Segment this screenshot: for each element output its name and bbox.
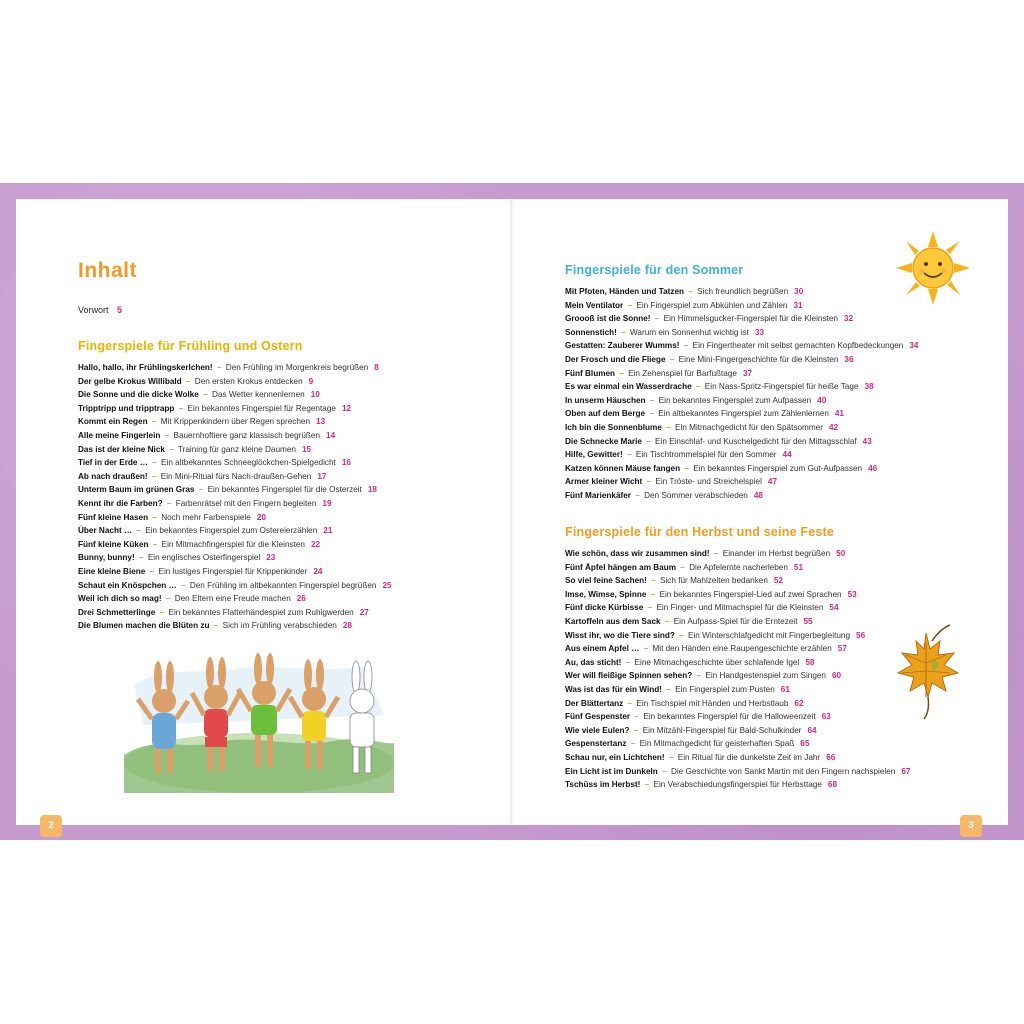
toc-entry-description: Das Wetter kennenlernen: [212, 390, 305, 400]
toc-entry[interactable]: [78, 429, 498, 443]
toc-entry-description: Farbenrätsel mit den Fingern begleiten: [175, 498, 317, 508]
toc-entry-title: Katzen können Mäuse fangen: [565, 463, 681, 473]
toc-entry-title: Kommt ein Regen: [78, 417, 148, 427]
toc-entry[interactable]: [565, 588, 985, 602]
toc-entry-dash: –: [166, 498, 172, 508]
toc-entry[interactable]: [565, 353, 965, 367]
toc-entry-dash: –: [688, 287, 693, 296]
toc-entry-title: Drei Schmetterlinge: [78, 607, 156, 617]
toc-entry-dash: –: [198, 485, 204, 495]
toc-entry-dash: –: [627, 300, 633, 310]
toc-entry-dash: –: [213, 621, 219, 631]
sun-illustration: [894, 229, 972, 307]
toc-entry-description: Ein Fingerspiel zum Abkühlen und Zählen: [636, 300, 788, 310]
toc-entry-title: Tschüss im Herbst!: [565, 780, 641, 790]
toc-entry-title: Fünf Gespenster: [565, 712, 631, 722]
toc-entry[interactable]: [78, 579, 498, 593]
toc-entry-title: So viel feine Sachen!: [565, 576, 647, 586]
toc-entry-dash: –: [138, 553, 144, 563]
toc-entry-description: Warum ein Sonnenhut wichtig ist: [629, 327, 749, 337]
toc-entry-page: 14: [326, 430, 336, 440]
toc-entry-dash: –: [650, 589, 656, 599]
toc-entry-description: Ein Zehenspiel für Barfußtage: [628, 368, 737, 378]
toc-entry-dash: –: [627, 450, 632, 460]
toc-entry-page: 12: [341, 403, 352, 413]
toc-entry-description: Ein bekanntes Fingerspiel für die Osterzeit: [207, 485, 362, 495]
right-page: [514, 199, 1008, 831]
toc-entry-dash: –: [646, 436, 651, 446]
toc-entry-title: In unserm Häuschen: [565, 395, 646, 405]
toc-list-sommer: [565, 285, 965, 503]
toc-entry-page: 26: [296, 594, 306, 604]
toc-entry[interactable]: [78, 524, 498, 538]
toc-entry-title: Wie viele Eulen?: [565, 725, 630, 735]
toc-entry-title: Fünf Blumen: [565, 368, 616, 378]
toc-entry-title: Der Blättertanz: [565, 698, 624, 708]
toc-entry-title: Schaut ein Knöspchen …: [78, 580, 177, 590]
toc-entry-description: Eine Mini-Fingergeschichte für die Kleinsten: [678, 354, 839, 364]
toc-entry-description: Ein Fingerspiel zum Pusten: [675, 684, 775, 694]
toc-entry-title: Oben auf dem Berge: [565, 409, 646, 419]
toc-entry-title: Fünf kleine Hasen: [78, 512, 149, 522]
toc-entry-description: Sich für Mahlzeiten bedanken: [660, 576, 768, 586]
toc-entry-title: Fünf Marienkäfer: [565, 490, 631, 500]
toc-entry-description: Ein Mitzähl-Fingerspiel für Bald-Schulkinder: [642, 725, 802, 735]
toc-entry-description: Ein bekanntes Fingerspiel zum Ostereierzählen: [145, 526, 318, 536]
toc-entry-dash: –: [635, 490, 640, 500]
toc-entry-title: Unterm Baum im grünen Gras: [78, 485, 195, 495]
toc-entry[interactable]: [565, 462, 965, 476]
toc-entry-title: Die Sonne und die dicke Wolke: [78, 390, 199, 400]
toc-entry-dash: –: [178, 403, 184, 413]
toc-entry-page: 37: [742, 368, 753, 378]
toc-entry[interactable]: [78, 606, 498, 620]
vorwort-label: Vorwort: [78, 305, 109, 315]
toc-entry-dash: –: [633, 725, 639, 735]
toc-entry-page: 46: [868, 463, 878, 473]
toc-entry-dash: –: [651, 576, 656, 586]
toc-entry-title: Mit Pfoten, Händen und Tatzen: [565, 287, 685, 296]
toc-entry-dash: –: [136, 526, 141, 536]
toc-entry-description: Ein bekanntes Fingerspiel für Regentage: [187, 403, 336, 413]
toc-entry-description: Ein Verabschiedungsfingerspiel für Herbsttage: [653, 780, 822, 790]
toc-entry-description: Training für ganz kleine Daumen: [177, 444, 296, 454]
section-fruehling: [78, 339, 498, 633]
toc-entry-title: Kartoffeln aus dem Sack: [565, 616, 661, 626]
toc-entry[interactable]: [565, 380, 965, 394]
toc-entry-dash: –: [668, 752, 674, 762]
toc-entry-description: Ein Mini-Ritual fürs Nach-draußen-Gehen: [160, 471, 312, 481]
toc-entry[interactable]: [565, 601, 985, 615]
toc-entry-title: Ein Licht ist im Dunkeln: [565, 766, 658, 776]
toc-entry-description: Mit Krippenkindern über Regen sprechen: [160, 417, 311, 427]
toc-entry-page: 44: [782, 450, 792, 460]
toc-entry-page: 42: [828, 422, 839, 432]
toc-entry-dash: –: [621, 327, 626, 337]
toc-entry-page: 22: [311, 539, 321, 549]
toc-entry-description: Ein altbekanntes Fingerspiel zum Zählenlernen: [658, 409, 829, 419]
toc-entry-title: Sonnenstich!: [565, 327, 617, 337]
toc-entry-dash: –: [666, 684, 671, 694]
toc-entry-dash: –: [647, 603, 653, 613]
toc-entry-description: Ein Finger- und Mitmachspiel für die Kleinsten: [656, 603, 824, 613]
toc-entry-page: 8: [374, 363, 379, 372]
toc-entry-dash: –: [646, 477, 652, 487]
toc-entry[interactable]: [78, 538, 498, 552]
toc-entry-page: 62: [794, 698, 804, 708]
toc-entry[interactable]: [78, 483, 498, 497]
toc-entry-page: 41: [834, 409, 844, 419]
toc-entry-dash: –: [649, 409, 654, 419]
toc-entry-page: 32: [843, 314, 854, 324]
toc-entry-dash: –: [159, 607, 165, 617]
toc-entry-page: 61: [780, 684, 790, 694]
toc-entry-description: Sich im Frühling verabschieden: [222, 621, 337, 631]
toc-entry[interactable]: [78, 402, 498, 416]
toc-entry[interactable]: [565, 547, 985, 561]
toc-entry-title: Tripptripp und tripptrapp: [78, 403, 175, 413]
toc-entry-description: Mit den Händen eine Raupengeschichte erzählen: [652, 644, 832, 654]
toc-entry-title: Fünf Äpfel hängen am Baum: [565, 562, 676, 572]
toc-entry-dash: –: [169, 444, 174, 454]
toc-entry-page: 58: [805, 657, 815, 667]
toc-entry-description: Ein Mitmachfingerspiel für die Kleinsten: [161, 539, 305, 549]
toc-entry-dash: –: [662, 766, 667, 776]
toc-entry-description: Ein bekanntes Fingerspiel-Lied auf zwei Sprachen: [659, 589, 842, 599]
toc-entry[interactable]: [565, 574, 985, 588]
toc-entry-page: 9: [308, 376, 314, 386]
toc-entry-page: 38: [864, 382, 874, 392]
toc-entry-page: 50: [836, 549, 846, 558]
toc-entry-title: Das ist der kleine Nick: [78, 444, 165, 454]
left-page: [16, 199, 510, 831]
toc-entry-dash: –: [164, 430, 170, 440]
toc-entry-page: 54: [829, 603, 839, 613]
page-title: Inhalt: [78, 259, 137, 282]
section-heading-sommer: Fingerspiele für den Sommer: [565, 263, 744, 277]
toc-entry-title: Wisst ihr, wo die Tiere sind?: [565, 630, 675, 640]
toc-entry-page: 21: [323, 526, 333, 536]
toc-entry-description: Ein Aufpass-Spiel für die Erntezeit: [673, 616, 798, 626]
toc-entry-dash: –: [649, 395, 655, 405]
toc-entry[interactable]: [78, 497, 498, 511]
toc-entry[interactable]: [565, 367, 965, 381]
toc-entry-description: Ein Einschlaf- und Kuschelgedicht für den Mittagsschlaf: [655, 436, 857, 446]
toc-entry[interactable]: [565, 751, 985, 765]
toc-entry-page: 17: [317, 471, 327, 481]
toc-entry-title: Der Frosch und die Fliege: [565, 354, 666, 364]
toc-entry-title: Die Blumen machen die Blüten zu: [78, 621, 210, 631]
toc-entry-dash: –: [695, 382, 701, 392]
toc-entry-title: Gespenstertanz: [565, 739, 627, 749]
toc-entry[interactable]: [78, 470, 498, 484]
toc-entry-title: Wie schön, dass wir zusammen sind!: [565, 549, 710, 558]
toc-entry-description: Die Apfelernte nacherleben: [689, 562, 788, 572]
toc-entry-page: 10: [310, 390, 320, 400]
toc-entry-title: Hallo, hallo, ihr Frühlingskerlchen!: [78, 363, 213, 372]
toc-entry-dash: –: [216, 363, 222, 372]
toc-entry-description: Bauernhoftiere ganz klassisch begrüßen: [173, 430, 321, 440]
toc-entry[interactable]: [78, 361, 498, 375]
toc-entry-page: 20: [256, 512, 266, 522]
toc-entry-description: Ein Handgestenspiel zum Singen: [705, 671, 826, 681]
toc-entry[interactable]: [565, 475, 965, 489]
toc-entry-dash: –: [151, 471, 157, 481]
toc-entry[interactable]: [565, 407, 965, 421]
toc-entry[interactable]: [565, 489, 965, 503]
toc-entry-page: 24: [313, 566, 323, 576]
toc-entry-description: Ein englisches Osterfingerspiel: [147, 553, 261, 563]
toc-entry-page: 27: [359, 607, 369, 617]
toc-entry-description: Ein Mitmachgedicht für geisterhaften Spaß: [639, 739, 795, 749]
toc-entry-description: Ein bekanntes Flatterhändespiel zum Ruhigwerden: [168, 607, 354, 617]
toc-entry-description: Ein altbekanntes Schneeglöckchen-Spielgedicht: [161, 458, 336, 468]
toc-entry-page: 67: [901, 766, 911, 776]
toc-entry-dash: –: [181, 580, 186, 590]
toc-entry[interactable]: [565, 312, 965, 326]
bunnies-illustration: [124, 645, 394, 793]
toc-entry[interactable]: [565, 448, 965, 462]
toc-entry[interactable]: [565, 765, 985, 779]
toc-entry-page: 33: [754, 327, 765, 337]
toc-entry-dash: –: [630, 739, 636, 749]
toc-entry-page: 60: [831, 671, 842, 681]
toc-entry-page: 65: [800, 739, 810, 749]
toc-entry-description: Ein bekanntes Fingerspiel zum Gut-Aufpassen: [693, 463, 863, 473]
toc-entry-description: Den Eltern eine Freude machen: [174, 594, 291, 604]
section-heading-fruehling: Fingerspiele für Frühling und Ostern: [78, 339, 303, 353]
toc-entry-page: 15: [301, 444, 312, 454]
toc-entry-title: Über Nacht …: [78, 526, 133, 536]
toc-entry-dash: –: [625, 657, 631, 667]
toc-entry[interactable]: [565, 326, 965, 340]
toc-entry-title: Was ist das für ein Wind!: [565, 684, 662, 694]
toc-entry-description: Ein Winterschlafgedicht mit Fingerbegleitung: [688, 630, 851, 640]
toc-entry-description: Den Frühling im Morgenkreis begrüßen: [225, 363, 369, 372]
toc-entry-title: Aus einem Apfel …: [565, 644, 640, 654]
toc-entry[interactable]: [78, 619, 498, 633]
toc-entry-title: Groooß ist die Sonne!: [565, 314, 651, 324]
toc-entry-title: Armer kleiner Wicht: [565, 477, 643, 487]
toc-entry-description: Ein Tischtrommelspiel für den Sommer: [635, 450, 777, 460]
toc-entry-title: Die Schnecke Marie: [565, 436, 642, 446]
toc-entry-title: Gestatten: Zauberer Wumms!: [565, 341, 680, 351]
toc-entry-title: Weil ich dich so mag!: [78, 594, 162, 604]
toc-entry-dash: –: [185, 376, 191, 386]
toc-entry-page: 64: [807, 725, 817, 735]
toc-entry[interactable]: [78, 375, 498, 389]
section-heading-herbst: Fingerspiele für den Herbst und seine Feste: [565, 525, 835, 539]
toc-entry-title: Mein Ventilator: [565, 300, 624, 310]
page-number-left: 2: [40, 815, 62, 837]
toc-entry-description: Noch mehr Farbenspiele: [161, 512, 251, 522]
toc-entry-page: 57: [837, 644, 847, 654]
toc-entry-title: Es war einmal ein Wasserdrache: [565, 382, 692, 392]
toc-entry[interactable]: [565, 737, 985, 751]
toc-entry[interactable]: [78, 456, 498, 470]
toc-entry-dash: –: [684, 463, 689, 473]
toc-entry-page: 40: [817, 395, 827, 405]
toc-entry-dash: –: [643, 644, 649, 654]
toc-entry-description: Den Frühling im altbekannten Fingerspiel begrüßen: [189, 580, 377, 590]
toc-entry[interactable]: [565, 561, 985, 575]
toc-entry-title: Der gelbe Krokus Willibald: [78, 376, 182, 386]
toc-entry-title: Hilfe, Gewitter!: [565, 450, 623, 460]
toc-entry-title: Wer will fleißige Spinnen sehen?: [565, 671, 693, 681]
toc-entry-page: 34: [909, 341, 919, 351]
toc-entry-dash: –: [669, 354, 675, 364]
toc-entry-dash: –: [680, 562, 685, 572]
toc-entry-description: Sich freundlich begrüßen: [697, 287, 789, 296]
toc-entry-page: 19: [322, 498, 332, 508]
toc-entry-title: Au, das sticht!: [565, 657, 622, 667]
toc-entry[interactable]: [78, 565, 498, 579]
toc-entry-dash: –: [664, 616, 670, 626]
toc-entry-page: 52: [773, 576, 784, 586]
toc-entry-title: Bunny, bunny!: [78, 553, 135, 563]
page-number-right: 3: [960, 815, 982, 837]
toc-entry[interactable]: [78, 551, 498, 565]
toc-entry[interactable]: [78, 511, 498, 525]
toc-entry[interactable]: [565, 421, 965, 435]
toc-entry-dash: –: [165, 594, 171, 604]
toc-entry-dash: –: [679, 630, 684, 640]
toc-entry-title: Alle meine Fingerlein: [78, 430, 161, 440]
toc-entry-description: Ein Nass-Spritz-Fingerspiel für heiße Tage: [704, 382, 859, 392]
toc-entry-dash: –: [619, 368, 624, 378]
toc-entry-dash: –: [152, 539, 158, 549]
toc-entry[interactable]: [78, 592, 498, 606]
toc-entry-title: Fünf kleine Küken: [78, 539, 149, 549]
toc-entry-page: 48: [753, 490, 763, 500]
toc-entry-description: Die Geschichte von Sankt Martin mit den Fingern nachspielen: [670, 766, 896, 776]
toc-entry-description: Einander im Herbst begrüßen: [722, 549, 831, 558]
toc-entry-page: 36: [844, 354, 854, 364]
toc-entry-dash: –: [713, 549, 719, 558]
toc-entry-dash: –: [149, 566, 155, 576]
toc-entry-dash: –: [151, 417, 157, 427]
toc-entry-page: 53: [847, 589, 857, 599]
maple-leaf-illustration: [890, 623, 962, 721]
toc-entry-page: 66: [826, 752, 836, 762]
toc-entry-description: Den ersten Krokus entdecken: [194, 376, 303, 386]
toc-entry-page: 28: [342, 621, 352, 631]
toc-entry-page: 13: [316, 417, 326, 427]
toc-entry[interactable]: [78, 443, 498, 457]
toc-list-fruehling: [78, 361, 498, 633]
toc-entry-dash: –: [666, 422, 671, 432]
toc-entry[interactable]: [565, 435, 965, 449]
toc-entry[interactable]: [78, 388, 498, 402]
toc-entry-dash: –: [627, 698, 633, 708]
toc-entry-dash: –: [696, 671, 702, 681]
toc-entry-dash: –: [683, 341, 689, 351]
toc-entry-description: Den Sommer verabschieden: [644, 490, 748, 500]
toc-entry[interactable]: [565, 394, 965, 408]
toc-entry-description: Ein Himmelsgucker-Fingerspiel für die Kleinsten: [663, 314, 838, 324]
toc-entry-page: 43: [862, 436, 872, 446]
toc-entry-page: 23: [266, 553, 276, 563]
toc-entry-description: Ein lustiges Fingerspiel für Krippenkinder: [158, 566, 308, 576]
toc-entry[interactable]: [78, 415, 498, 429]
toc-entry-title: Imse, Wimse, Spinne: [565, 589, 647, 599]
toc-entry-description: Ein Tröste- und Streichelspiel: [655, 477, 762, 487]
toc-entry-page: 56: [856, 630, 866, 640]
vorwort-entry[interactable]: [78, 305, 122, 315]
toc-entry-description: Ein Mitmachgedicht für den Spätsommer: [675, 422, 823, 432]
toc-entry-page: 30: [794, 287, 804, 296]
toc-entry-description: Ein Fingertheater mit selbst gemachten Kopfbedeckungen: [692, 341, 904, 351]
toc-entry-page: 18: [367, 485, 377, 495]
toc-entry-title: Schau nur, ein Lichtchen!: [565, 752, 665, 762]
toc-entry-page: 16: [341, 458, 351, 468]
toc-entry-description: Eine Mitmachgeschichte über schlafende Igel: [634, 657, 800, 667]
toc-entry-page: 68: [827, 780, 838, 790]
toc-entry-title: Ab nach draußen!: [78, 471, 148, 481]
toc-entry-page: 31: [793, 300, 803, 310]
toc-entry-description: Ein bekanntes Fingerspiel für die Halloweenzeit: [643, 712, 816, 722]
toc-entry[interactable]: [565, 339, 965, 353]
toc-entry-dash: –: [654, 314, 660, 324]
toc-entry-page: 47: [767, 477, 778, 487]
book-spread: [0, 183, 1024, 840]
toc-entry-dash: –: [644, 780, 650, 790]
toc-entry-page: 25: [382, 580, 392, 590]
toc-entry-page: 51: [793, 562, 804, 572]
toc-entry-description: Ein Tischspiel mit Händen und Herbstlaub: [636, 698, 789, 708]
toc-entry-title: Eine kleine Biene: [78, 566, 146, 576]
toc-entry-title: Fünf dicke Kürbisse: [565, 603, 644, 613]
toc-entry[interactable]: [565, 778, 985, 792]
vorwort-page: 5: [117, 305, 123, 315]
toc-entry-dash: –: [203, 390, 208, 400]
toc-entry-page: 55: [803, 616, 813, 626]
toc-entry-title: Kennt ihr die Farben?: [78, 498, 163, 508]
toc-entry-description: Ein bekanntes Fingerspiel zum Aufpassen: [658, 395, 812, 405]
toc-entry-dash: –: [152, 458, 157, 468]
toc-entry-title: Tief in der Erde …: [78, 458, 148, 468]
toc-entry-title: Ich bin die Sonnenblume: [565, 422, 662, 432]
toc-entry-description: Ein Ritual für die dunkelste Zeit im Jahr: [677, 752, 821, 762]
toc-entry-dash: –: [152, 512, 157, 522]
toc-entry-page: 63: [821, 712, 831, 722]
toc-entry[interactable]: [565, 724, 985, 738]
toc-entry-dash: –: [634, 712, 639, 722]
